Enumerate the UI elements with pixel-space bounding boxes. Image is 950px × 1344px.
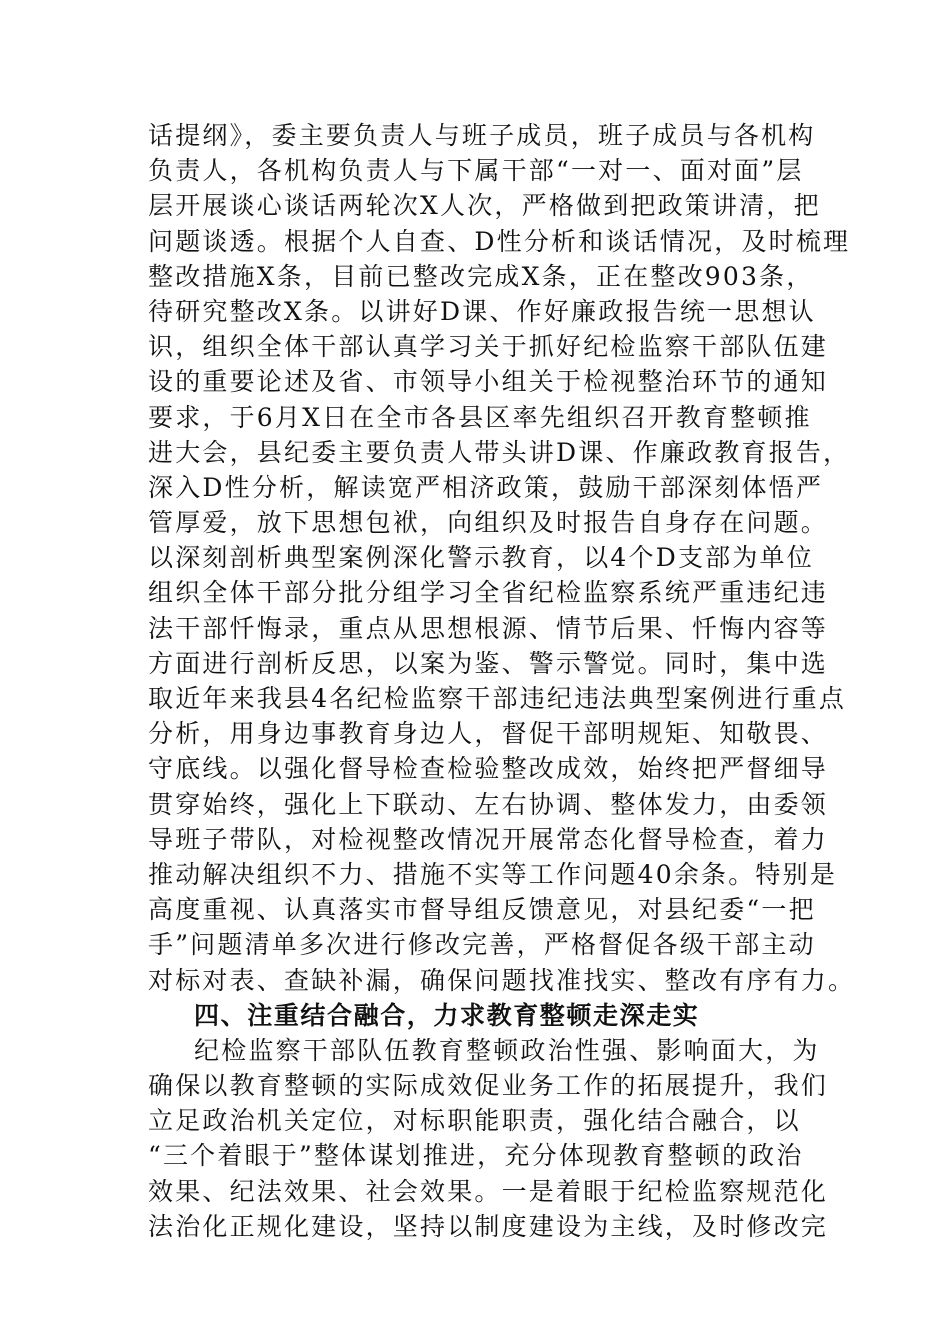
- text-line: 法干部忏悔录，重点从思想根源、情节后果、忏悔内容等: [148, 613, 829, 643]
- text-line: 立足政治机关定位，对标职能职责，强化结合融合，以: [148, 1106, 801, 1136]
- text-line: 分析，用身边事教育身边人，督促干部明规矩、知敬畏、: [148, 719, 829, 749]
- text-line: 设的重要论述及省、市领导小组关于检视整治环节的通知: [148, 367, 829, 397]
- text-line: 贯穿始终，强化上下联动、左右协调、整体发力，由委领: [148, 789, 829, 819]
- text-line: 效果、纪法效果、社会效果。一是着眼于纪检监察规范化: [148, 1176, 829, 1206]
- text-line: 深入D性分析，解读宽严相济政策，鼓励干部深刻体悟严: [148, 472, 824, 502]
- text-line: 对标对表、查缺补漏，确保问题找准找实、整改有序有力。: [148, 965, 856, 995]
- text-line: 法治化正规化建设，坚持以制度建设为主线，及时修改完: [148, 1211, 829, 1241]
- text-line: 要求，于6月X日在全市各县区率先组织召开教育整顿推: [148, 402, 812, 432]
- text-line: 问题谈透。根据个人自查、D性分析和谈话情况，及时梳理: [148, 226, 851, 256]
- text-line: 高度重视、认真落实市督导组反馈意见，对县纪委“一把: [148, 895, 816, 925]
- text-line: 待研究整改X条。以讲好D课、作好廉政报告统一思想认: [148, 296, 816, 326]
- text-line: 纪检监察干部队伍教育整顿政治性强、影响面大，为: [194, 1035, 820, 1065]
- text-line: 管厚爱，放下思想包袱，向组织及时报告自身存在问题。: [148, 508, 829, 538]
- section-heading: 四、注重结合融合，力求教育整顿走深走实: [194, 1000, 700, 1030]
- text-line: 守底线。以强化督导检查检验整改成效，始终把严督细导: [148, 754, 829, 784]
- text-line: 整改措施X条，目前已整改完成X条，正在整改903条，: [148, 261, 814, 291]
- text-line: 识，组织全体干部认真学习关于抓好纪检监察干部队伍建: [148, 332, 829, 362]
- text-line: 组织全体干部分批分组学习全省纪检监察系统严重违纪违: [148, 578, 829, 608]
- text-line: 话提纲》，委主要负责人与班子成员，班子成员与各机构: [148, 121, 816, 150]
- text-line: 层开展谈心谈话两轮次X人次，严格做到把政策讲清，把: [148, 191, 821, 221]
- text-line: 以深刻剖析典型案例深化警示教育，以4个D支部为单位: [148, 543, 814, 573]
- text-line: 负责人，各机构负责人与下属干部“一对一、面对面”层: [148, 156, 804, 186]
- document-body: [148, 118, 856, 1244]
- text-line: 推动解决组织不力、措施不实等工作问题40余条。特别是: [148, 859, 838, 889]
- text-line: 手”问题清单多次进行修改完善，严格督促各级干部主动: [148, 930, 816, 960]
- text-line: 进大会，县纪委主要负责人带头讲D课、作廉政教育报告，: [148, 437, 851, 467]
- text-line: 确保以教育整顿的实际成效促业务工作的拓展提升，我们: [148, 1071, 829, 1101]
- text-line: 取近年来我县4名纪检监察干部违纪违法典型案例进行重点: [148, 684, 847, 713]
- text-line: “三个着眼于”整体谋划推进，充分体现教育整顿的政治: [148, 1141, 804, 1171]
- text-line: 方面进行剖析反思，以案为鉴、警示警觉。同时，集中选: [148, 648, 829, 678]
- text-line: 导班子带队，对检视整改情况开展常态化督导检查，着力: [148, 824, 829, 854]
